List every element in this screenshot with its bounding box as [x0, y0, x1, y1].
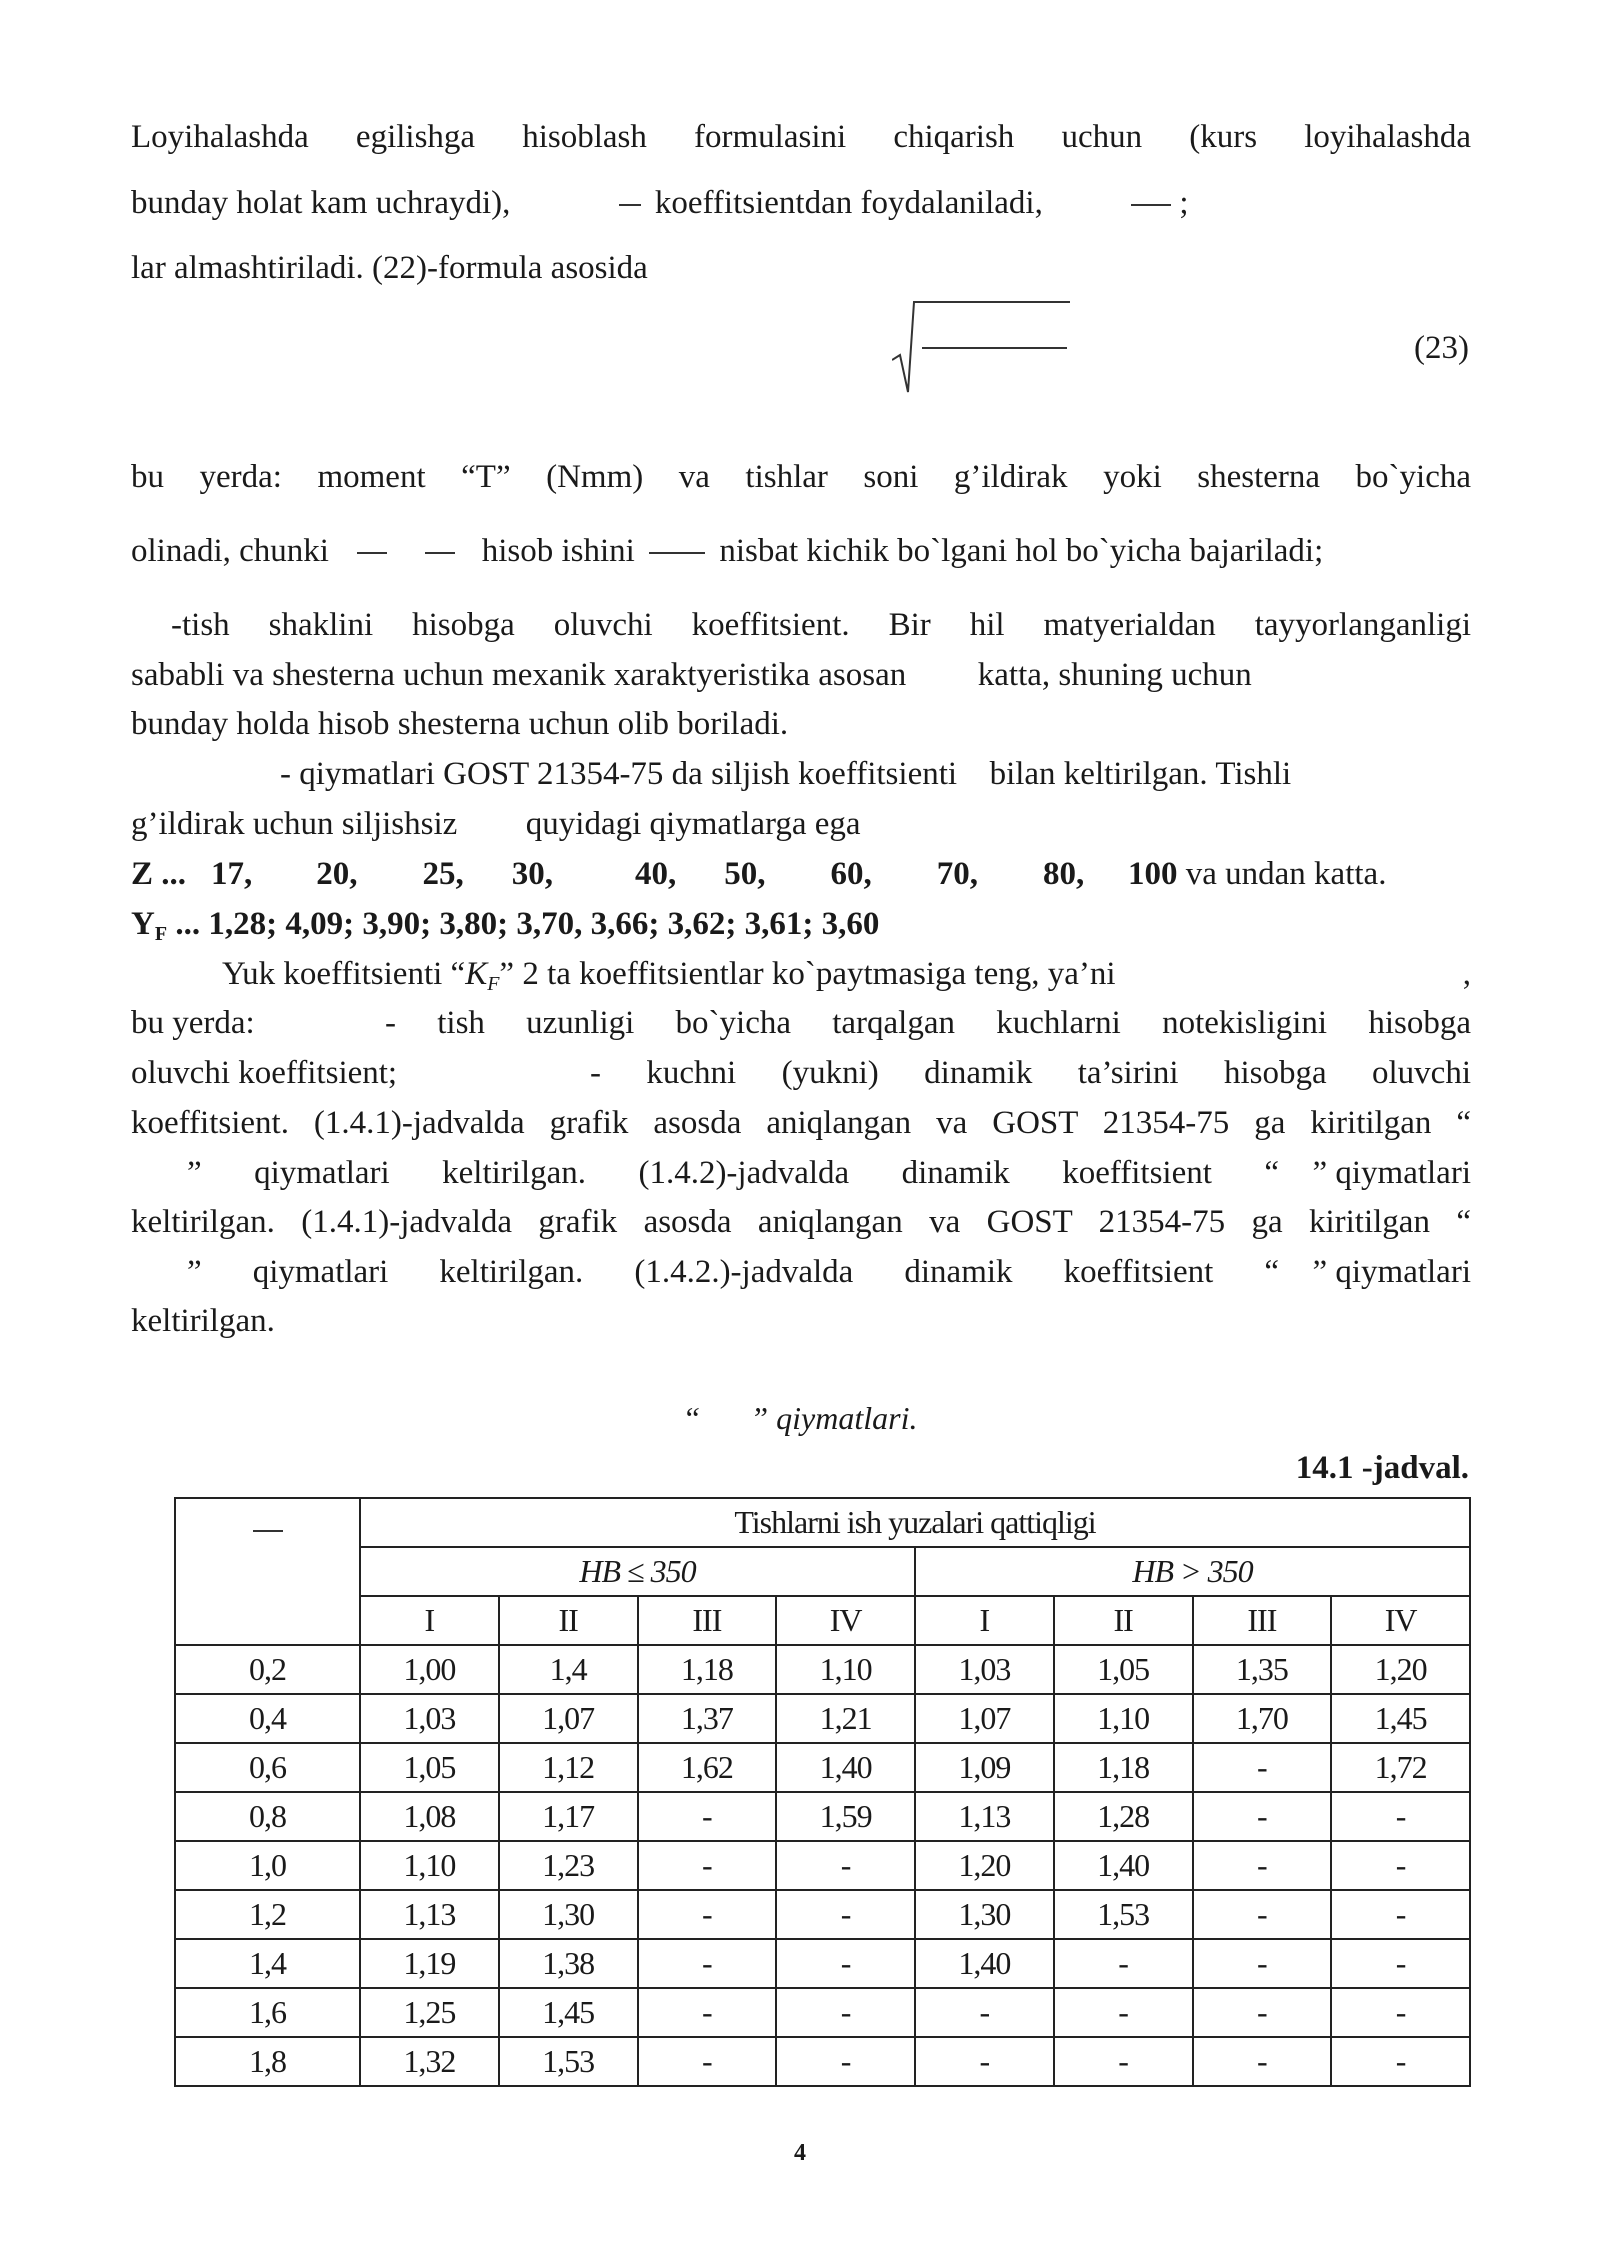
table-row-header: 1,4 — [175, 1939, 360, 1988]
table-cell: 1,19 — [360, 1939, 499, 1988]
table-header-main: Tishlarni ish yuzalari qattiqligi — [360, 1498, 1470, 1547]
table-cell: 1,21 — [776, 1694, 915, 1743]
yf-value: 3,90; — [362, 906, 432, 942]
table-cell: - — [1054, 2037, 1193, 2086]
table-caption — [0, 1398, 1600, 1438]
table-cell: 1,35 — [1193, 1645, 1332, 1694]
k-subscript: F — [487, 973, 500, 995]
table-cell: 1,17 — [499, 1792, 638, 1841]
table-cell: - — [776, 1841, 915, 1890]
table-cell: 1,00 — [360, 1645, 499, 1694]
text-span: bilan keltirilgan. Tishli — [989, 756, 1292, 792]
table-cell: 1,10 — [1054, 1694, 1193, 1743]
yf-value: 3,66; — [590, 906, 660, 942]
table-body — [175, 1645, 1470, 2086]
text-span: nisbat kichik bo`lgani hol bo`yicha bajariladi; — [719, 533, 1324, 569]
table-cell: 1,10 — [360, 1841, 499, 1890]
table-row-header: 1,0 — [175, 1841, 360, 1890]
text-span: olinadi, chunki — [131, 533, 329, 569]
paragraph-3-line-1: -tish shaklini hisobga oluvchi koeffitsient. Bir hil matyerialdan tayyorlanganligi — [171, 607, 1471, 643]
paragraph-5-line-3 — [131, 1053, 1471, 1093]
fraction-bar — [425, 552, 455, 554]
table-subcol-row — [175, 1596, 1470, 1645]
table-cell: 1,72 — [1331, 1743, 1470, 1792]
table-cell: 1,4 — [499, 1645, 638, 1694]
yf-value: 3,70, — [516, 906, 583, 942]
yf-value: 4,09; — [285, 906, 355, 942]
text-span: oluvchi koeffitsient; — [131, 1055, 398, 1091]
table-group-hb-gt-350: HB > 350 — [915, 1547, 1470, 1596]
table-cell: - — [1331, 2037, 1470, 2086]
text-span: g’ildirak uchun siljishsiz — [131, 806, 458, 842]
text-span: ” qiymatlari — [1312, 1254, 1471, 1290]
table-cell: 1,07 — [499, 1694, 638, 1743]
z-value: 70, — [936, 856, 979, 892]
z-value: 40, — [635, 856, 677, 892]
table-cell: 1,28 — [1054, 1792, 1193, 1841]
text-span: Yuk koeffitsienti “ — [222, 956, 466, 992]
z-value: 50, — [724, 856, 766, 892]
table-cell: - — [1331, 1939, 1470, 1988]
table-row-header: 1,8 — [175, 2037, 360, 2086]
table-row-header: 0,8 — [175, 1792, 360, 1841]
table-row — [175, 1792, 1470, 1841]
table-row — [175, 1988, 1470, 2037]
coefficient-table — [174, 1497, 1471, 2087]
table-cell: 1,32 — [360, 2037, 499, 2086]
table-cell: 1,53 — [1054, 1890, 1193, 1939]
table-cell: 1,59 — [776, 1792, 915, 1841]
text-span: ” qiymatlari. — [750, 1400, 918, 1436]
fraction-bar — [357, 552, 387, 554]
table-cell: - — [638, 2037, 777, 2086]
table-cell: - — [915, 2037, 1054, 2086]
table-cell: 1,13 — [915, 1792, 1054, 1841]
text-span: bunday holat kam uchraydi), — [131, 185, 511, 221]
paragraph-5-line-1 — [222, 954, 1471, 1004]
table-cell: - — [1054, 1939, 1193, 1988]
text-span: koeffitsientdan foydalaniladi, — [654, 185, 1043, 221]
table-cell: 1,70 — [1193, 1694, 1332, 1743]
paragraph-1-line-3: lar almashtiriladi. (22)-formula asosida — [131, 250, 648, 286]
table-cell: 1,03 — [360, 1694, 499, 1743]
k-symbol: K — [465, 956, 488, 992]
z-values-row — [131, 854, 1471, 894]
fraction-bar — [253, 1530, 283, 1532]
table-row — [175, 1645, 1470, 1694]
text-span: sababli va shesterna uchun mexanik xaraktyeristika asosan — [131, 657, 907, 693]
table-cell: - — [776, 1939, 915, 1988]
z-value: 17, — [211, 856, 253, 892]
table-cell: 1,30 — [915, 1890, 1054, 1939]
yf-value: 3,61; — [744, 906, 814, 942]
fraction-bar — [619, 204, 641, 206]
table-row — [175, 1939, 1470, 1988]
z-label: Z ... — [131, 856, 187, 892]
z-value: 80, — [1043, 856, 1085, 892]
yf-value: 3,80; — [439, 906, 509, 942]
text-span: - tish uzunligi bo`yicha tarqalgan kuchlarni notekisligini hisobga — [385, 1005, 1471, 1041]
table-cell: - — [776, 1890, 915, 1939]
square-root-formula — [892, 300, 1072, 395]
table-cell: - — [638, 1988, 777, 2037]
table-subcol: I — [915, 1596, 1054, 1645]
table-cell: 1,08 — [360, 1792, 499, 1841]
paragraph-4-line-1 — [280, 754, 1471, 794]
table-cell: - — [638, 1792, 777, 1841]
table-cell: 1,07 — [915, 1694, 1054, 1743]
table-row-header: 0,6 — [175, 1743, 360, 1792]
text-span: hisob ishini — [481, 533, 635, 569]
table-subcol: III — [1193, 1596, 1332, 1645]
text-span: quyidagi qiymatlarga ega — [525, 806, 861, 842]
text-span: katta, shuning uchun — [977, 657, 1252, 693]
table-cell: - — [638, 1841, 777, 1890]
z-value: 60, — [830, 856, 872, 892]
table-cell: - — [638, 1890, 777, 1939]
text-span: , — [1462, 956, 1471, 992]
yf-label: Y — [131, 906, 155, 942]
table-cell: - — [776, 2037, 915, 2086]
z-value: 30, — [511, 856, 554, 892]
table-cell: - — [915, 1988, 1054, 2037]
text-span: - kuchni (yukni) dinamik ta’sirini hisobga oluvchi — [590, 1055, 1471, 1091]
equation-number: (23) — [1414, 330, 1469, 366]
table-cell: 1,13 — [360, 1890, 499, 1939]
table-cell: 1,30 — [499, 1890, 638, 1939]
z-value: 100 — [1128, 856, 1178, 892]
yf-value: 3,60 — [821, 906, 880, 942]
table-cell: - — [1054, 1988, 1193, 2037]
table-cell: 1,20 — [915, 1841, 1054, 1890]
paragraph-2-line-1: bu yerda: moment “T” (Nmm) va tishlar soni g’ildirak yoki shesterna bo`yicha — [131, 459, 1471, 495]
table-group-row — [175, 1547, 1470, 1596]
table-cell: 1,53 — [499, 2037, 638, 2086]
table-row — [175, 1890, 1470, 1939]
table-cell: 1,40 — [776, 1743, 915, 1792]
table-cell: - — [1193, 1939, 1332, 1988]
yf-values-row — [131, 904, 1471, 954]
paragraph-3-line-2 — [131, 655, 1471, 695]
table-cell: 1,20 — [1331, 1645, 1470, 1694]
table-cell: - — [638, 1939, 777, 1988]
table-header-row — [175, 1498, 1470, 1547]
table-row — [175, 1841, 1470, 1890]
table-row — [175, 1743, 1470, 1792]
table-cell: 1,40 — [1054, 1841, 1193, 1890]
table-cell: - — [1193, 1841, 1332, 1890]
table-cell: - — [1331, 1988, 1470, 2037]
text-span: ” qiymatlari — [1312, 1155, 1471, 1191]
table-cell: 1,03 — [915, 1645, 1054, 1694]
yf-value: 3,62; — [667, 906, 737, 942]
text-span: ” 2 ta koeffitsientlar ko`paytmasiga teng, ya’ni — [499, 956, 1116, 992]
table-cell: - — [1193, 1988, 1332, 2037]
table-cell: 1,38 — [499, 1939, 638, 1988]
paragraph-3-line-3: bunday holda hisob shesterna uchun olib boriladi. — [131, 706, 789, 742]
yf-dots: ... — [175, 906, 201, 942]
table-cell: 1,10 — [776, 1645, 915, 1694]
fraction-bar — [649, 552, 705, 554]
z-tail: va undan katta. — [1185, 856, 1387, 892]
text-span: ” qiymatlari keltirilgan. (1.4.2)-jadvalda dinamik koeffitsient “ — [187, 1155, 1279, 1191]
table-row-header: 0,4 — [175, 1694, 360, 1743]
table-cell: - — [776, 1988, 915, 2037]
paragraph-2-line-2 — [131, 531, 1471, 571]
table-subcol: IV — [1331, 1596, 1470, 1645]
table-cell: - — [1331, 1841, 1470, 1890]
table-corner-cell — [175, 1498, 360, 1645]
table-cell: 1,18 — [638, 1645, 777, 1694]
table-cell: - — [1193, 1792, 1332, 1841]
table-cell: 1,40 — [915, 1939, 1054, 1988]
table-subcol: II — [1054, 1596, 1193, 1645]
text-span: - qiymatlari GOST 21354-75 da siljish koeffitsienti — [280, 756, 958, 792]
table-number: 14.1 -jadval. — [1295, 1450, 1469, 1486]
table-row — [175, 1694, 1470, 1743]
table-cell: - — [1331, 1792, 1470, 1841]
yf-value: 1,28; — [208, 906, 278, 942]
paragraph-5-line-2 — [131, 1003, 1471, 1043]
table-row-header: 1,6 — [175, 1988, 360, 2037]
table-cell: 1,05 — [360, 1743, 499, 1792]
table-cell: 1,62 — [638, 1743, 777, 1792]
z-value: 20, — [316, 856, 358, 892]
paragraph-5-line-8: keltirilgan. — [131, 1303, 275, 1339]
paragraph-1-line-2 — [131, 183, 1471, 223]
table-cell: 1,12 — [499, 1743, 638, 1792]
table-cell: 1,37 — [638, 1694, 777, 1743]
table-subcol: III — [638, 1596, 777, 1645]
text-span: “ — [682, 1400, 701, 1436]
table-cell: - — [1193, 1743, 1332, 1792]
table-group-hb-le-350: HB ≤ 350 — [360, 1547, 915, 1596]
page-number: 4 — [794, 2140, 806, 2166]
table-cell: - — [1331, 1890, 1470, 1939]
table-row-header: 1,2 — [175, 1890, 360, 1939]
text-span: ” qiymatlari keltirilgan. (1.4.2.)-jadvalda dinamik koeffitsient “ — [187, 1254, 1279, 1290]
table-cell: - — [1193, 1890, 1332, 1939]
paragraph-4-line-2 — [131, 804, 1471, 844]
paragraph-5-line-4: koeffitsient. (1.4.1)-jadvalda grafik asosda aniqlangan va GOST 21354-75 ga kiritilgan “ — [131, 1105, 1471, 1141]
table-cell: 1,45 — [499, 1988, 638, 2037]
table-cell: 1,05 — [1054, 1645, 1193, 1694]
table-subcol: IV — [776, 1596, 915, 1645]
text-span: ; — [1179, 185, 1189, 221]
paragraph-1-line-1: Loyihalashda egilishga hisoblash formulasini chiqarish uchun (kurs loyihalashda — [131, 119, 1471, 155]
table-row-header: 0,2 — [175, 1645, 360, 1694]
fraction-bar — [1131, 204, 1171, 206]
table-cell: 1,25 — [360, 1988, 499, 2037]
table-cell: 1,23 — [499, 1841, 638, 1890]
text-span: bu yerda: — [131, 1005, 255, 1041]
table-row — [175, 2037, 1470, 2086]
table-cell: 1,45 — [1331, 1694, 1470, 1743]
table-subcol: I — [360, 1596, 499, 1645]
table-cell: 1,09 — [915, 1743, 1054, 1792]
table-cell: 1,18 — [1054, 1743, 1193, 1792]
table-cell: - — [1193, 2037, 1332, 2086]
yf-subscript: F — [154, 923, 168, 945]
table-subcol: II — [499, 1596, 638, 1645]
z-value: 25, — [422, 856, 464, 892]
paragraph-5-line-6: keltirilgan. (1.4.1)-jadvalda grafik asosda aniqlangan va GOST 21354-75 ga kiritilgan “ — [131, 1204, 1471, 1240]
